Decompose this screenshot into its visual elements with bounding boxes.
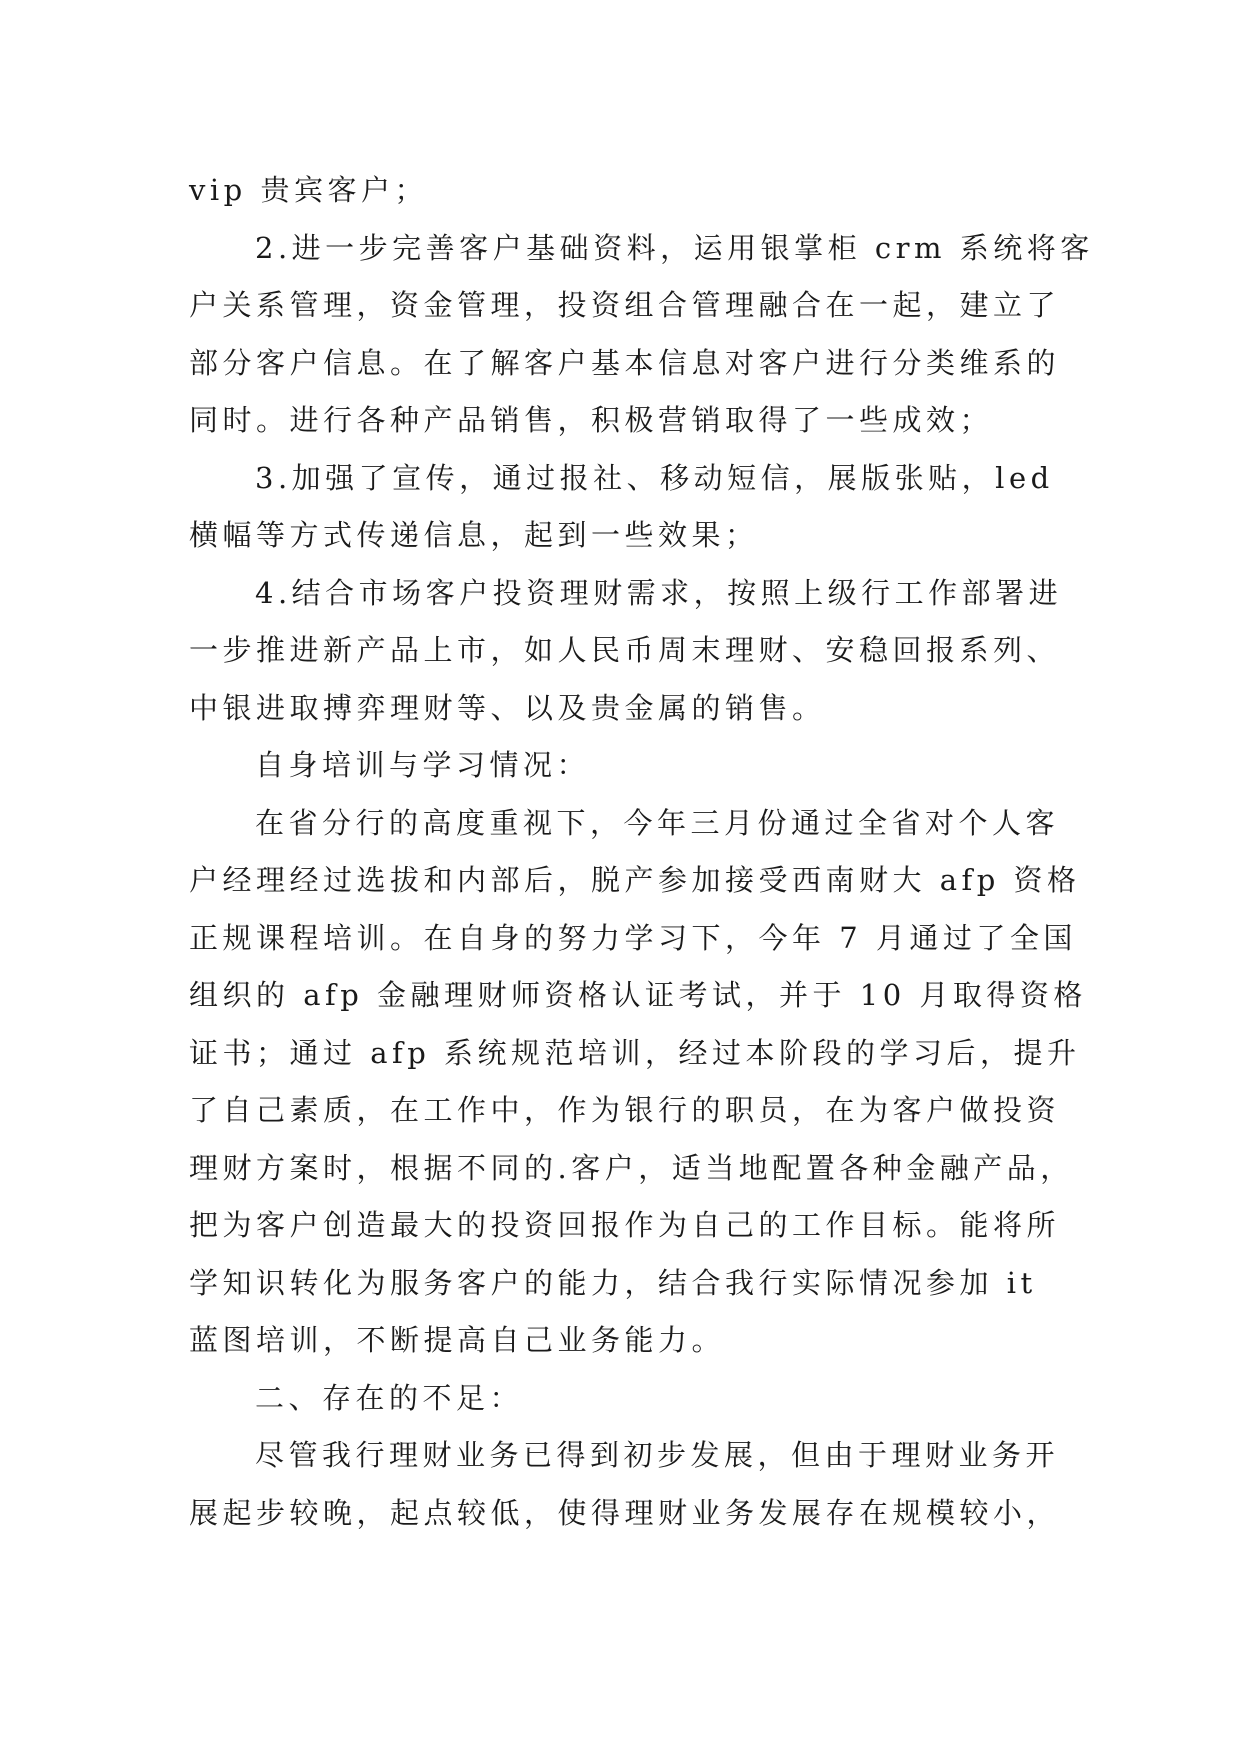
text-line: 蓝图培训，不断提高自己业务能力。	[189, 1323, 726, 1357]
text-line: 尽管我行理财业务已得到初步发展，但由于理财业务开	[255, 1438, 1060, 1472]
text-line: 户关系管理，资金管理，投资组合管理融合在一起，建立了	[189, 288, 1061, 322]
body-text	[189, 162, 1094, 1542]
text-line: 中银进取搏弈理财等、以及贵金属的销售。	[189, 690, 826, 725]
text-line: 正规课程培训。在自身的努力学习下，今年 7 月通过了全国	[189, 920, 1077, 955]
text-line: 学知识转化为服务客户的能力，结合我行实际情况参加 it	[189, 1265, 1037, 1300]
text-line: 4.结合市场客户投资理财需求，按照上级行工作部署进	[255, 575, 1063, 610]
text-line: 了自己素质，在工作中，作为银行的职员，在为客户做投资	[189, 1093, 1061, 1127]
section-heading: 自身培训与学习情况：	[255, 748, 591, 782]
text-line: 把为客户创造最大的投资回报作为自己的工作目标。能将所	[189, 1208, 1061, 1242]
text-line: 理财方案时，根据不同的.客户，适当地配置各种金融产品，	[189, 1150, 1074, 1185]
text-line: vip 贵宾客户；	[189, 173, 428, 207]
text-line: 户经理经过选拔和内部后，脱产参加接受西南财大 afp 资格	[189, 863, 1081, 897]
text-line: 2.进一步完善客户基础资料，运用银掌柜 crm 系统将客	[255, 230, 1094, 265]
text-line: 证书；通过 afp 系统规范培训，经过本阶段的学习后，提升	[189, 1035, 1081, 1070]
text-line: 组织的 afp 金融理财师资格认证考试，并于 10 月取得资格	[189, 978, 1087, 1012]
section-heading: 二、存在的不足：	[255, 1380, 524, 1415]
text-line: 横幅等方式传递信息，起到一些效果；	[189, 518, 759, 552]
text-line: 同时。进行各种产品销售，积极营销取得了一些成效；	[189, 403, 994, 437]
text-line: 一步推进新产品上市，如人民币周末理财、安稳回报系列、	[189, 633, 1061, 667]
text-line: 在省分行的高度重视下，今年三月份通过全省对个人客	[255, 805, 1060, 840]
text-line: 部分客户信息。在了解客户基本信息对客户进行分类维系的	[189, 345, 1061, 380]
text-line: 3.加强了宣传，通过报社、移动短信，展版张贴，led	[255, 460, 1054, 495]
text-line: 展起步较晚，起点较低，使得理财业务发展存在规模较小，	[189, 1495, 1061, 1530]
